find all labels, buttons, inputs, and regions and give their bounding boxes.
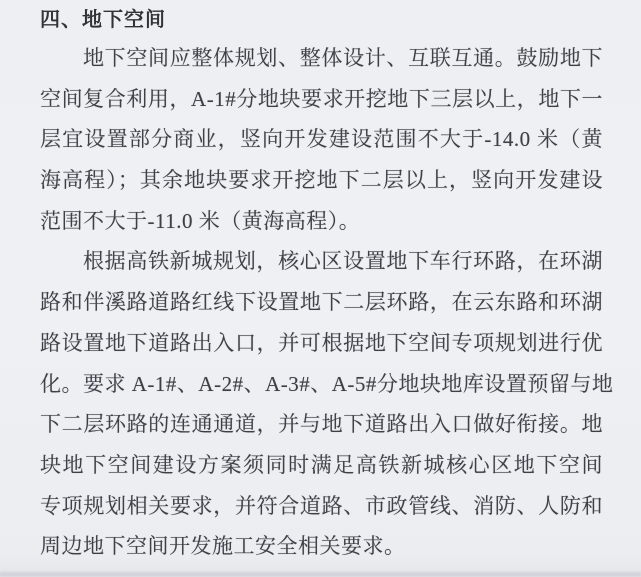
- text-line: 周边地下空间开发施工安全相关要求。: [40, 534, 406, 559]
- text-line: 化。要求 A-1#、A-2#、A-3#、A-5#分地块地库设置预留与地: [40, 371, 614, 396]
- page-bottom-shadow: [0, 570, 641, 577]
- body-text: [0, 38, 614, 567]
- text-line: 范围不大于-11.0 米（黄海高程）。: [40, 208, 361, 233]
- text-line: 空间复合利用，A-1#分地块要求开挖地下三层以上，地下一: [40, 86, 603, 111]
- text-line: 根据高铁新城规划，核心区设置地下车行环路，在环湖: [83, 249, 603, 274]
- text-line: 海高程）；其余地块要求开挖地下二层以上，竖向开发建设: [40, 168, 603, 193]
- section-heading: 四、地下空间: [40, 9, 166, 31]
- text-line: 路设置地下道路出入口，并可根据地下空间专项规划进行优: [40, 330, 603, 355]
- text-line: 下二层环路的连通通道，并与地下道路出入口做好衔接。地: [40, 412, 603, 437]
- text-line: 路和伴溪路道路红线下设置地下二层环路，在云东路和环湖: [40, 290, 603, 315]
- text-line: 块地下空间建设方案须同时满足高铁新城核心区地下空间: [40, 452, 603, 477]
- text-line: 地下空间应整体规划、整体设计、互联互通。鼓励地下: [83, 46, 603, 70]
- text-line: 专项规划相关要求，并符合道路、市政管线、消防、人防和: [40, 493, 603, 518]
- text-line: 层宜设置部分商业，竖向开发建设范围不大于-14.0 米（黄: [40, 127, 603, 152]
